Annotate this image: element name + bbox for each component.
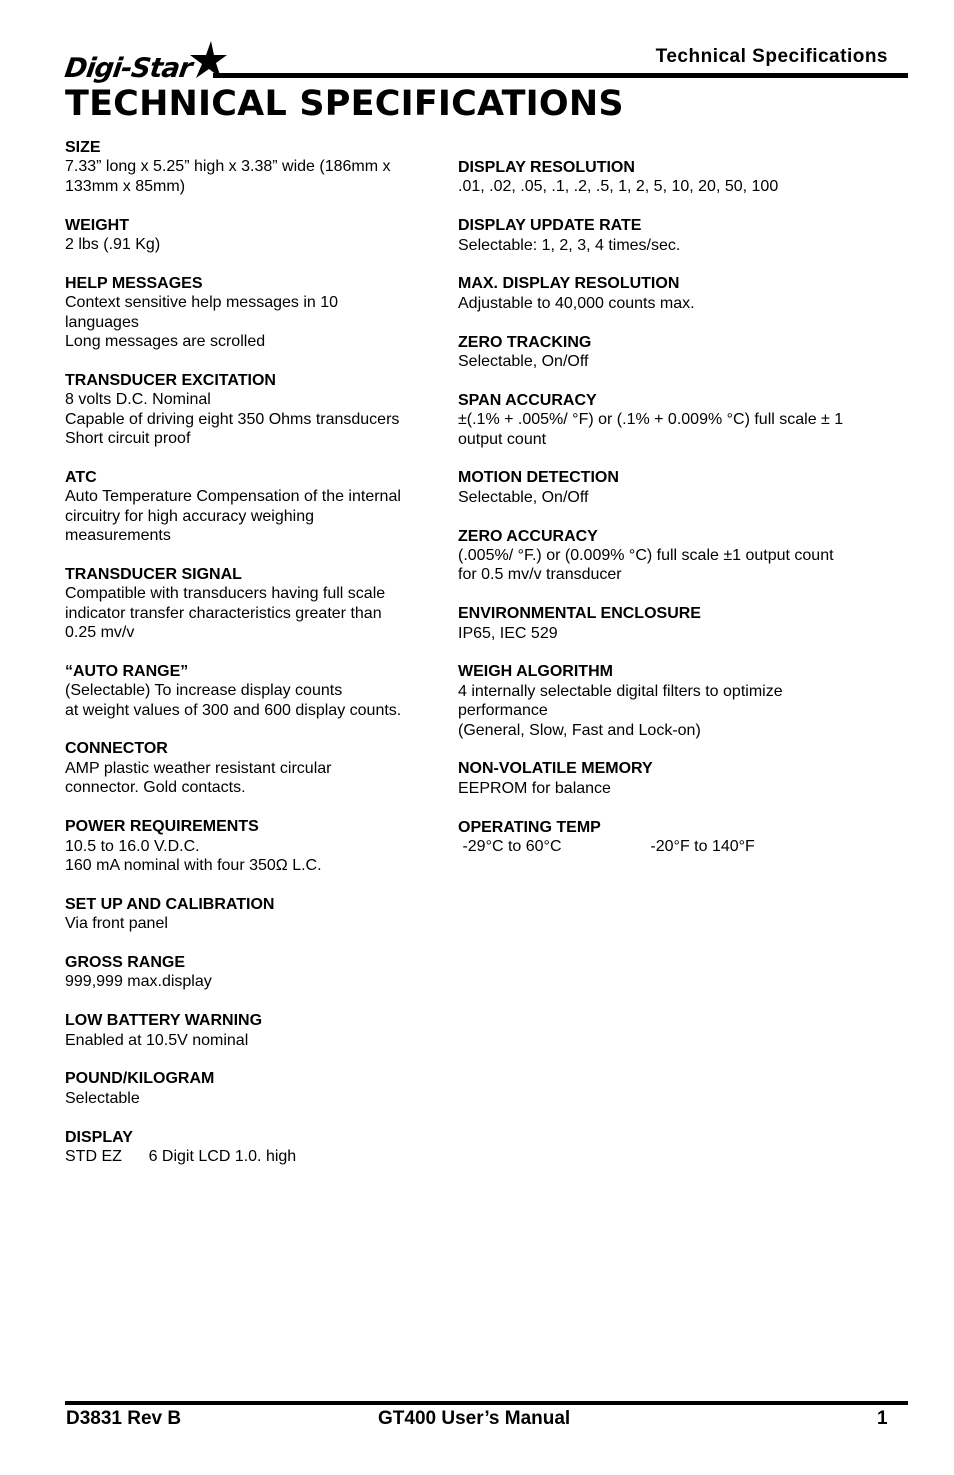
spec-value-line: Via front panel — [65, 915, 168, 933]
spec-value-line: languages — [65, 313, 139, 331]
spec-label: “AUTO RANGE” — [65, 662, 189, 680]
spec-item — [458, 391, 878, 449]
specs-left-column — [65, 138, 440, 1186]
spec-value-line: 8 volts D.C. Nominal — [65, 391, 211, 409]
spec-label: GROSS RANGE — [65, 953, 186, 971]
spec-value-line: Compatible with transducers having full scale — [65, 585, 386, 603]
spec-item — [65, 468, 440, 546]
spec-label: HELP MESSAGES — [65, 274, 203, 292]
spec-label: NON-VOLATILE MEMORY — [458, 760, 653, 778]
spec-value-line: (Selectable) To increase display counts — [65, 682, 343, 700]
spec-item — [65, 662, 440, 720]
spec-value-line: 0.25 mv/v — [65, 624, 135, 642]
spec-value-line: for 0.5 mv/v transducer — [458, 566, 622, 584]
spec-value-line: 133mm x 85mm) — [65, 177, 186, 195]
spec-value-line: Selectable, On/Off — [458, 353, 589, 371]
spec-value-line: IP65, IEC 529 — [458, 624, 558, 642]
spec-item — [65, 371, 440, 449]
spec-label: CONNECTOR — [65, 740, 168, 758]
spec-value-line: 160 mA nominal with four 350Ω L.C. — [65, 856, 322, 874]
spec-label: DISPLAY RESOLUTION — [458, 159, 635, 176]
spec-value-line: 999,999 max.display — [65, 973, 212, 991]
spec-item — [458, 662, 878, 740]
spec-item — [458, 274, 878, 313]
spec-item — [65, 895, 440, 934]
spec-value-line: 10.5 to 16.0 V.D.C. — [65, 837, 200, 855]
header-rule — [213, 73, 908, 78]
spec-item — [65, 1069, 440, 1108]
spec-value-line: measurements — [65, 527, 171, 545]
spec-value-line: Selectable — [65, 1089, 140, 1107]
spec-value-line: Adjustable to 40,000 counts max. — [458, 294, 695, 312]
footer-rule — [65, 1401, 908, 1405]
spec-label: ZERO ACCURACY — [458, 527, 598, 545]
spec-value-line: -29°C to 60°C -20°F to 140°F — [458, 838, 755, 856]
spec-label: ATC — [65, 468, 97, 486]
digi-star-logo — [62, 40, 227, 84]
spec-item — [458, 333, 878, 372]
spec-label: TRANSDUCER EXCITATION — [65, 371, 276, 389]
spec-item — [458, 468, 878, 507]
spec-label: POUND/KILOGRAM — [65, 1070, 215, 1088]
spec-item — [65, 274, 440, 352]
spec-label: SIZE — [65, 139, 101, 156]
spec-value-line: Auto Temperature Compensation of the internal — [65, 488, 401, 506]
spec-value-line: STD EZ 6 Digit LCD 1.0. high — [65, 1147, 297, 1165]
manual-title: GT400 User’s Manual — [378, 1408, 571, 1429]
spec-value-line: Capable of driving eight 350 Ohms transducers — [65, 410, 400, 428]
section-title: Technical Specifications — [655, 46, 888, 67]
spec-value-line: 4 internally selectable digital filters to optimize — [458, 682, 783, 700]
spec-item — [65, 739, 440, 797]
spec-label: DISPLAY UPDATE RATE — [458, 217, 642, 235]
spec-label: LOW BATTERY WARNING — [65, 1012, 263, 1030]
spec-value-line: 7.33” long x 5.25” high x 3.38” wide (186mm x — [65, 158, 391, 176]
spec-label: OPERATING TEMP — [458, 818, 601, 836]
spec-value-line: performance — [458, 702, 548, 720]
spec-value-line: Enabled at 10.5V nominal — [65, 1031, 249, 1049]
spec-item — [458, 216, 878, 255]
doc-number: D3831 Rev B — [66, 1408, 182, 1429]
spec-item — [65, 953, 440, 992]
spec-item — [458, 818, 878, 857]
spec-item — [458, 527, 878, 585]
spec-value-line: at weight values of 300 and 600 display counts. — [65, 701, 402, 719]
spec-value-line: circuitry for high accuracy weighing — [65, 507, 314, 525]
spec-item — [458, 158, 878, 197]
spec-value-line: output count — [458, 430, 547, 448]
spec-value-line: Long messages are scrolled — [65, 333, 266, 351]
page-title: TECHNICAL SPECIFICATIONS — [65, 84, 624, 124]
spec-value-line: connector. Gold contacts. — [65, 779, 246, 797]
specs-right-column — [458, 158, 878, 876]
spec-value-line: Short circuit proof — [65, 430, 191, 448]
logo-text: Digi-Star — [62, 53, 194, 84]
spec-value-line: Selectable, On/Off — [458, 488, 589, 506]
spec-label: MAX. DISPLAY RESOLUTION — [458, 275, 680, 293]
spec-item — [65, 1128, 440, 1167]
spec-label: MOTION DETECTION — [458, 469, 619, 487]
spec-label: SET UP AND CALIBRATION — [65, 895, 275, 913]
spec-value-line: 2 lbs (.91 Kg) — [65, 236, 161, 254]
spec-item — [458, 604, 878, 643]
spec-value-line: .01, .02, .05, .1, .2, .5, 1, 2, 5, 10, 20, 50, 100 — [458, 178, 779, 196]
spec-value-line: ±(.1% + .005%/ °F) or (.1% + 0.009% °C) full scale ± 1 — [458, 411, 844, 429]
page-number: 1 — [877, 1408, 888, 1429]
spec-value-line: Selectable: 1, 2, 3, 4 times/sec. — [458, 236, 681, 254]
spec-label: SPAN ACCURACY — [458, 391, 597, 409]
spec-value-line: EEPROM for balance — [458, 779, 611, 797]
spec-value-line: indicator transfer characteristics greater than — [65, 604, 382, 622]
spec-item — [65, 565, 440, 643]
spec-value-line: (.005%/ °F.) or (0.009% °C) full scale ±1 output count — [458, 547, 834, 565]
spec-label: POWER REQUIREMENTS — [65, 818, 259, 836]
spec-label: WEIGH ALGORITHM — [458, 663, 613, 681]
spec-label: ENVIRONMENTAL ENCLOSURE — [458, 605, 701, 623]
spec-label: TRANSDUCER SIGNAL — [65, 565, 242, 583]
spec-value-line: (General, Slow, Fast and Lock-on) — [458, 721, 701, 739]
spec-label: DISPLAY — [65, 1128, 133, 1146]
spec-item — [65, 216, 440, 255]
spec-label: ZERO TRACKING — [458, 333, 592, 351]
spec-item — [65, 817, 440, 875]
spec-item — [65, 138, 440, 196]
spec-value-line: Context sensitive help messages in 10 — [65, 294, 339, 312]
spec-label: WEIGHT — [65, 216, 129, 234]
spec-item — [65, 1011, 440, 1050]
spec-item — [458, 759, 878, 798]
spec-value-line: AMP plastic weather resistant circular — [65, 759, 332, 777]
